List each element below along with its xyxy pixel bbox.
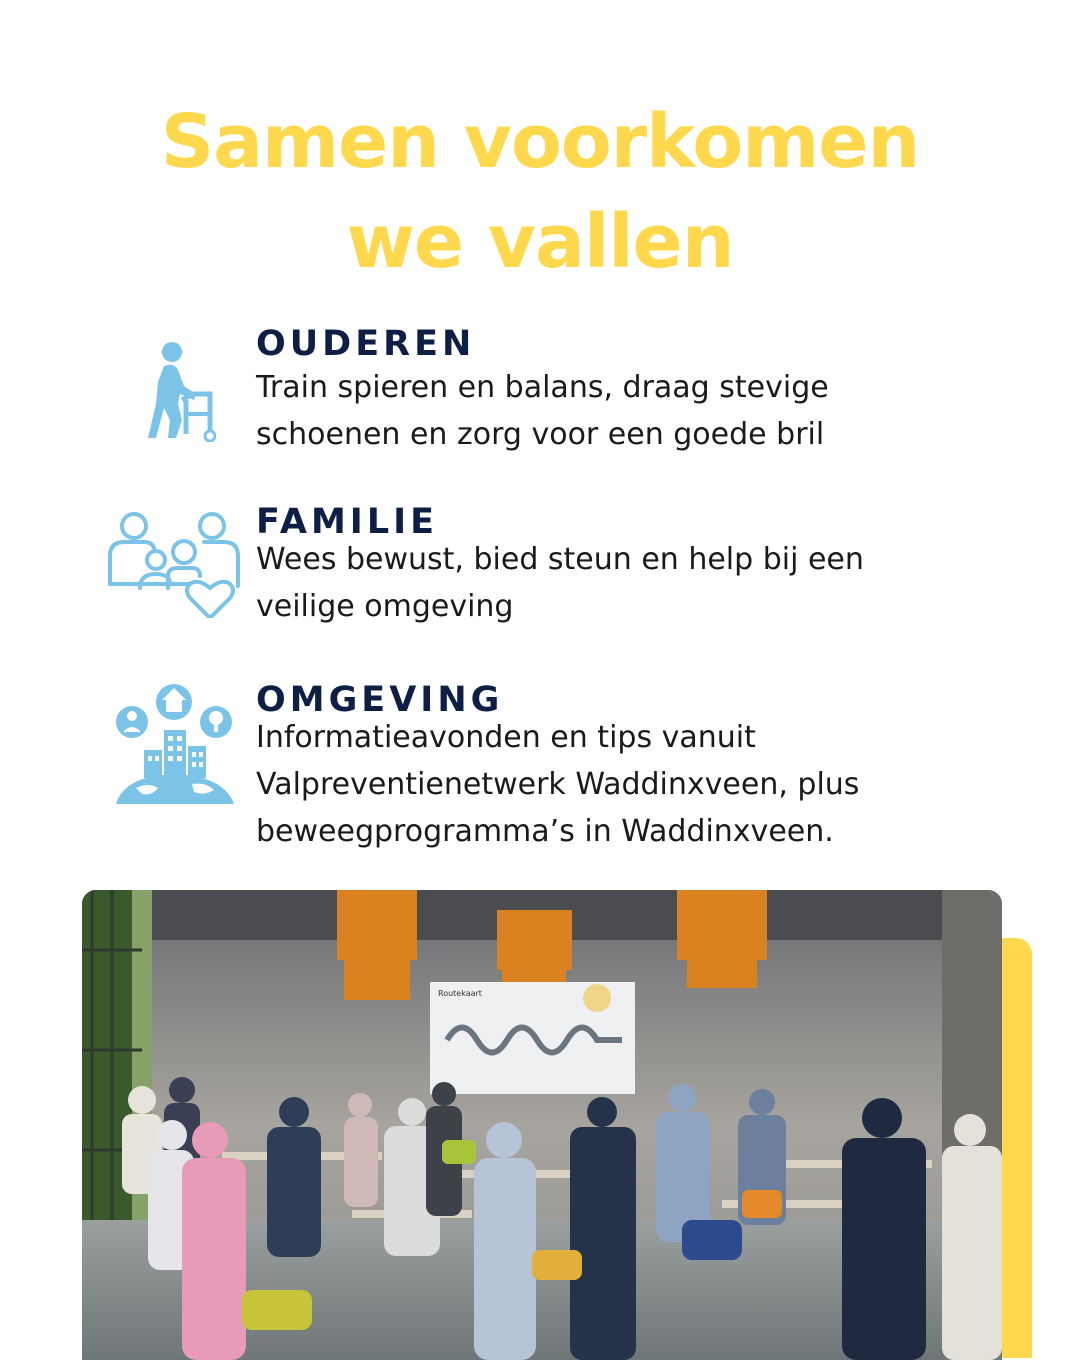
item-heading: OUDEREN (256, 324, 476, 364)
item-text: Wees bewust, bied steun en help bij een veilige omgeving (256, 542, 864, 624)
screen-heading: Routekaart (438, 989, 482, 998)
family-heart-icon (106, 508, 242, 622)
item-text: Informatieavonden en tips vanuit Valpreventienetwerk Waddinxveen, plus beweegprogramma’s in Waddinxveen. (256, 720, 860, 849)
title-line-1: Samen voorkomen (160, 99, 920, 185)
title-line-2: we vallen (346, 199, 734, 285)
elderly-walker-icon (136, 342, 216, 446)
page-title (0, 92, 1080, 292)
community-globe-icon (114, 680, 236, 808)
event-photo (82, 890, 1002, 1360)
item-text: Train spieren en balans, draag stevige schoenen en zorg voor een goede bril (256, 370, 829, 452)
item-heading: OMGEVING (256, 680, 504, 720)
item-heading: FAMILIE (256, 502, 439, 542)
